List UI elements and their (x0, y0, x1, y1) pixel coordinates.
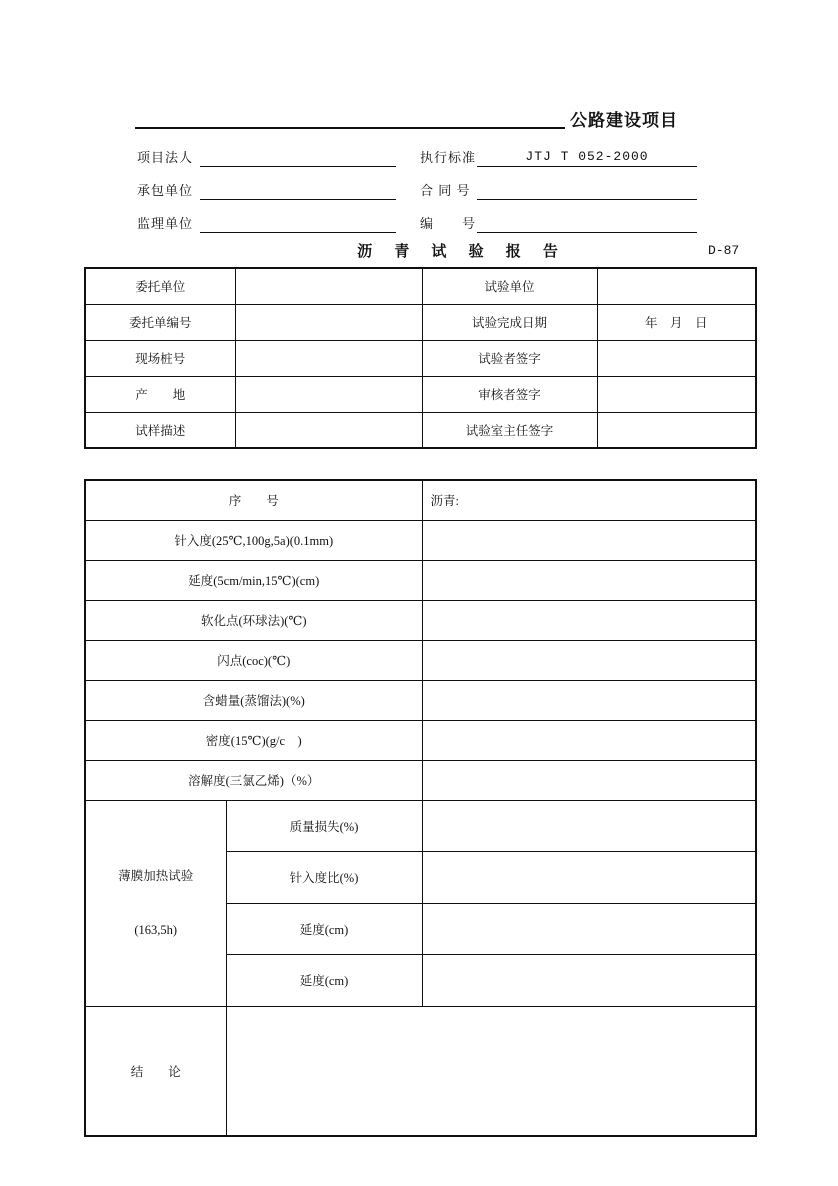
table-row (85, 640, 756, 680)
execution-standard-value: JTJ T 052-2000 (525, 149, 649, 164)
film-test-title: 薄膜加热试验 (118, 868, 194, 883)
result-value-cell[interactable] (422, 903, 756, 955)
field-blank-contract-number[interactable] (477, 180, 697, 200)
result-header-label: 序 号 (85, 480, 422, 520)
info-table (84, 267, 757, 449)
info-label-cell: 试验者签字 (422, 340, 597, 376)
table-row (85, 600, 756, 640)
table-row (85, 480, 756, 520)
film-test-condition: (163,5h) (134, 923, 178, 938)
table-row (85, 560, 756, 600)
result-value-cell[interactable] (422, 600, 756, 640)
result-value-cell[interactable] (422, 760, 756, 800)
info-value-cell[interactable]: 年 月 日 (597, 304, 756, 340)
project-name-blank-line[interactable] (135, 110, 565, 129)
table-row (85, 268, 756, 304)
form-code: D-87 (708, 243, 740, 258)
conclusion-label: 结 论 (85, 1006, 226, 1136)
info-label-cell: 审核者签字 (422, 376, 597, 412)
info-value-cell[interactable] (235, 376, 422, 412)
info-label-cell: 试验单位 (422, 268, 597, 304)
film-heating-test-label (85, 800, 226, 1006)
result-value-cell[interactable] (422, 800, 756, 852)
info-label-cell: 产 地 (85, 376, 235, 412)
project-suffix-label: 公路建设项目 (570, 111, 678, 130)
info-label-cell: 试验室主任签字 (422, 412, 597, 448)
film-label-penetration-ratio: 针入度比(%) (226, 852, 422, 904)
film-label-mass-loss: 质量损失(%) (226, 800, 422, 852)
field-blank-supervision-unit[interactable] (200, 213, 396, 233)
field-blank-contracting-unit[interactable] (200, 180, 396, 200)
page-title: 沥 青 试 验 报 告 (357, 243, 567, 260)
field-execution-standard (477, 147, 697, 167)
field-label-supervision-unit: 监理单位 (137, 216, 194, 231)
field-blank-project-legal-person[interactable] (200, 147, 396, 167)
info-value-cell[interactable] (235, 340, 422, 376)
info-label-cell: 委托单位 (85, 268, 235, 304)
field-label-execution-standard: 执行标准 (420, 150, 477, 165)
result-label-flash-point: 闪点(coc)(℃) (85, 640, 422, 680)
result-table (84, 479, 757, 1137)
info-label-cell: 委托单编号 (85, 304, 235, 340)
result-label-penetration: 针入度(25℃,100g,5a)(0.1mm) (85, 520, 422, 560)
film-label-ductility-2: 延度(cm) (226, 955, 422, 1007)
field-label-contracting-unit: 承包单位 (137, 183, 194, 198)
result-value-cell[interactable] (422, 955, 756, 1007)
result-value-cell[interactable] (422, 852, 756, 904)
field-label-serial-number: 编 号 (420, 216, 477, 231)
field-blank-serial-number[interactable] (477, 213, 697, 233)
table-row (85, 340, 756, 376)
info-value-cell[interactable] (597, 376, 756, 412)
info-value-cell[interactable] (235, 304, 422, 340)
result-label-solubility: 溶解度(三氯乙烯)（%） (85, 760, 422, 800)
table-row (85, 760, 756, 800)
info-value-cell[interactable] (235, 412, 422, 448)
result-value-cell[interactable] (422, 680, 756, 720)
result-header-value: 沥青: (422, 480, 756, 520)
info-value-cell[interactable] (597, 412, 756, 448)
info-value-cell[interactable] (597, 268, 756, 304)
conclusion-value-cell[interactable] (226, 1006, 756, 1136)
info-label-cell: 试验完成日期 (422, 304, 597, 340)
result-value-cell[interactable] (422, 560, 756, 600)
table-row (85, 376, 756, 412)
result-label-ductility: 延度(5cm/min,15℃)(cm) (85, 560, 422, 600)
info-label-cell: 试样描述 (85, 412, 235, 448)
table-row (85, 720, 756, 760)
info-value-cell[interactable] (597, 340, 756, 376)
result-value-cell[interactable] (422, 640, 756, 680)
table-row (85, 680, 756, 720)
table-row (85, 520, 756, 560)
table-row (85, 304, 756, 340)
field-label-contract-number: 合 同 号 (420, 183, 471, 198)
result-label-softening-point: 软化点(环球法)(℃) (85, 600, 422, 640)
result-label-wax-content: 含蜡量(蒸馏法)(%) (85, 680, 422, 720)
table-row (85, 1006, 756, 1136)
result-value-cell[interactable] (422, 520, 756, 560)
table-row (85, 800, 756, 852)
table-row (85, 412, 756, 448)
film-label-ductility-1: 延度(cm) (226, 903, 422, 955)
result-value-cell[interactable] (422, 720, 756, 760)
info-value-cell[interactable] (235, 268, 422, 304)
info-label-cell: 现场桩号 (85, 340, 235, 376)
result-label-density: 密度(15℃)(g/c ) (85, 720, 422, 760)
field-label-project-legal-person: 项目法人 (137, 150, 194, 165)
